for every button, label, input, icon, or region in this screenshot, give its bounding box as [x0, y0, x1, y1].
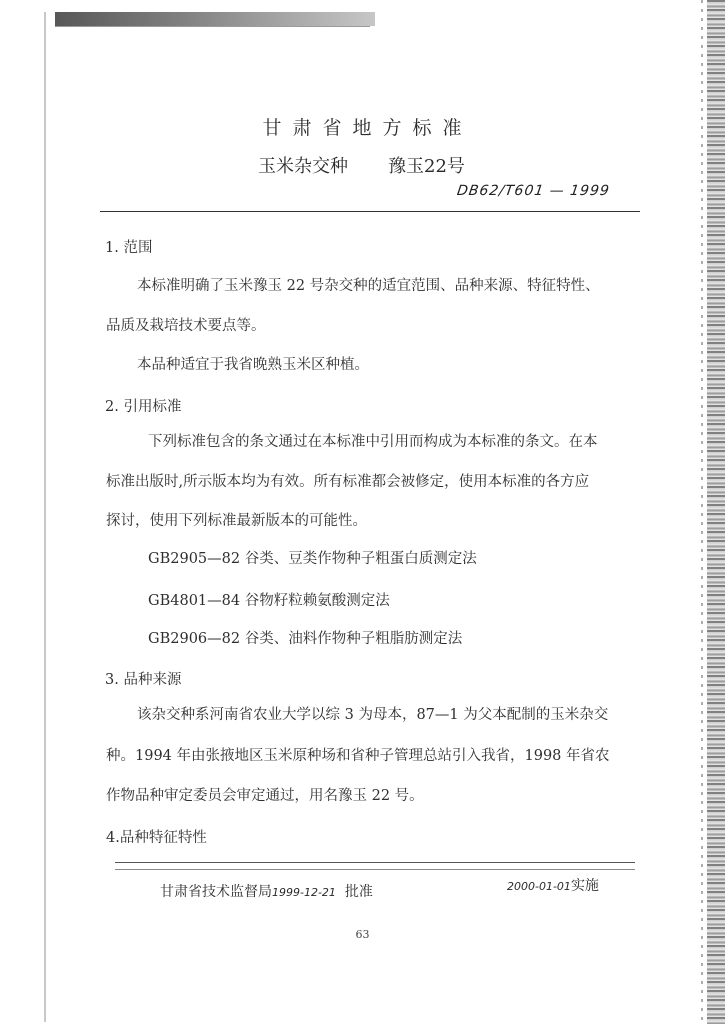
references-paragraph-line: 探讨，使用下列标准最新版本的可能性。	[106, 513, 367, 529]
document-title: 甘肃省地方标准	[262, 117, 473, 139]
section-heading-origin: 3. 品种来源	[105, 672, 182, 688]
scope-paragraph-line: 本品种适宜于我省晚熟玉米区种植。	[137, 357, 369, 373]
approval-word: 批准	[344, 884, 373, 900]
subtitle-crop: 玉米杂交种	[258, 156, 348, 177]
scan-edge-right-dots	[701, 0, 703, 1024]
references-paragraph-line: 标准出版时,所示版本均为有效。所有标准都会被修定，使用本标准的各方应	[106, 474, 590, 490]
section-heading-scope: 1. 范围	[105, 240, 153, 256]
approval-line	[160, 881, 373, 901]
standard-number: DB62/T601 — 1999	[455, 183, 611, 199]
reference-item: GB2905—82 谷类、豆类作物种子粗蛋白质测定法	[148, 551, 477, 567]
footer-divider-secondary	[115, 869, 635, 870]
header-divider	[100, 211, 640, 212]
scan-edge-left	[44, 12, 46, 1022]
reference-item: GB4801—84 谷物籽粒赖氨酸测定法	[148, 593, 390, 609]
page-number: 63	[355, 928, 370, 941]
scan-edge-line	[55, 26, 370, 27]
origin-paragraph-line: 该杂交种系河南省农业大学以综 3 为母本，87—1 为父本配制的玉米杂交	[137, 707, 609, 723]
references-paragraph-line: 下列标准包含的条文通过在本标准中引用而构成为本标准的条文。在本	[148, 434, 598, 450]
approval-org: 甘肃省技术监督局	[160, 884, 272, 900]
origin-paragraph-line: 作物品种审定委员会审定通过，用名豫玉 22 号。	[106, 788, 424, 804]
document-subtitle	[258, 152, 465, 178]
scope-paragraph-line: 品质及栽培技术要点等。	[106, 318, 266, 334]
implementation-word: 实施	[570, 878, 599, 894]
scan-edge-right	[707, 0, 725, 1024]
reference-item: GB2906—82 谷类、油料作物种子粗脂肪测定法	[148, 631, 463, 647]
scan-edge-top	[55, 12, 375, 26]
section-heading-characteristics: 4.品种特征特性	[106, 830, 207, 846]
origin-paragraph-line: 种。1994 年由张掖地区玉米原种场和省种子管理总站引入我省，1998 年省农	[106, 748, 610, 764]
approval-date: 1999-12-21	[272, 886, 336, 899]
scope-paragraph-line: 本标准明确了玉米豫玉 22 号杂交种的适宜范围、品种来源、特征特性、	[137, 278, 600, 294]
subtitle-variety: 豫玉22号	[388, 156, 465, 177]
section-heading-references: 2. 引用标准	[105, 399, 182, 415]
implementation-line	[507, 875, 599, 895]
footer-divider	[115, 862, 635, 863]
implementation-date: 2000-01-01	[507, 880, 571, 893]
